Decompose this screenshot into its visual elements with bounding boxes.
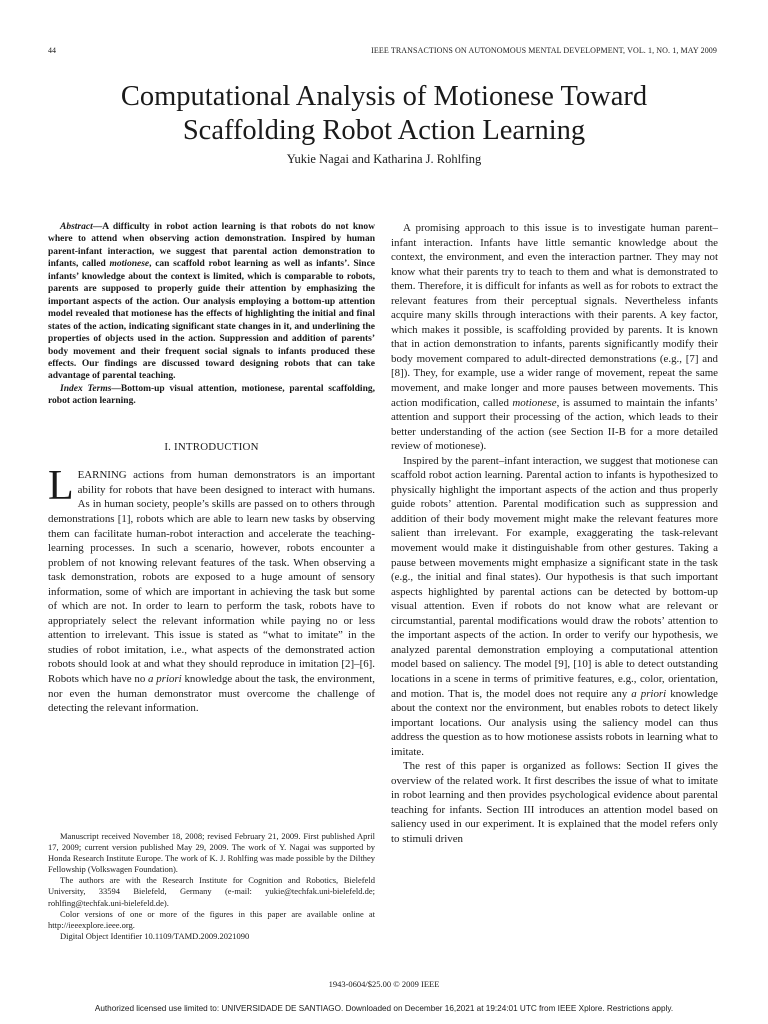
intro-lead: EARNING <box>77 469 127 482</box>
right-paragraph-1 <box>391 221 718 454</box>
right-p2-apriori: a priori <box>631 687 667 700</box>
footnote-color: Color versions of one or more of the figures in this paper are available online at http://ieeexplore.ieee.org. <box>48 908 375 930</box>
index-terms <box>48 383 375 408</box>
journal-header: IEEE TRANSACTIONS ON AUTONOMOUS MENTAL DEVELOPMENT, VOL. 1, NO. 1, MAY 2009 <box>371 46 717 55</box>
abstract-term: motionese <box>109 259 150 270</box>
right-p2-text-a: Inspired by the parent–infant interaction, we suggest that motionese can scaffold robot action learning. Parental action to infants is hypothesized to physically highlight the important aspects of the action and thus properly guide robots’ attention. Parental modification such as suppression and addition of their body movement might make the relevant features more salient than irrelevant. For example, exaggerating the task-relevant movement would make it distinguishable from other gestures. Taking a pause between movements might emphasize a significant state in the task (e.g., the initial and final states). Our hypothesis is that such important aspects highlighted by parental actions can be detected by bottom-up visual attention. Even if robots do not know what are relevant or circumstantial, parental modifications would draw the robots’ attention to the important aspects of the action. In order to verify our hypothesis, we analyzed parental demonstration employing a computational attention model based on saliency. The model [9], [10] is able to detect outstanding locations in a scene in terms of primitive features, e.g., color, orientation, and motion. That is, the model does not require any <box>391 454 718 700</box>
right-column <box>391 221 718 847</box>
paper-title <box>0 80 768 148</box>
section-heading-introduction <box>48 440 375 455</box>
index-terms-label: Index Terms <box>60 383 112 394</box>
footnote-doi: Digital Object Identifier 10.1109/TAMD.2009.2021090 <box>60 930 250 941</box>
right-p1-text-a: A promising approach to this issue is to investigate human parent–infant interaction. Infants have little semantic knowledge about the context, the environment, and even the interaction partner. They may not know what their parents try to teach to them and what is demonstrated to them. Therefore, it is difficult for infants as well as for robots to extract the relevant features from their perceptual signals. Nevertheless infants acquire many skills through interactions with their parents. A key factor, which makes it possible, is scaffolding provided by parents. It is known that in action demonstration to infants, parents significantly modify their body movement compared to adult-directed demonstrations (e.g., [7] and [8]). They, for example, use a wider range of movement, repeat the same movement, and make longer and more pauses between movements. This action modification, called <box>391 222 718 409</box>
title-line-2: Scaffolding Robot Action Learning <box>182 115 586 146</box>
authors: Yukie Nagai and Katharina J. Rohlfing <box>286 152 482 166</box>
abstract-text-2: , can scaffold robot learning as well as infants’. Since infants’ knowledge about the context is limited, which is comparable to robots, parents are supposed to properly guide their attention by emphasizing the important aspects of the action. Our analysis employing a bottom-up attention model revealed that motionese has the effects of highlighting the initial and final states of the action, indicating significant state changes in it, and underlining the properties of objects used in the action. Suppression and addition of parents’ body movement and their frequent social signals to infants produced these effects. Our findings are discussed toward designing robots that can take advantage of parental teaching. <box>48 259 375 382</box>
right-paragraph-2 <box>391 454 718 759</box>
footnote-affiliation: The authors are with the Research Institute for Cognition and Robotics, Bielefeld University, 33594 Bielefeld, Germany (e-mail: yukie@techfak.uni-bielefeld.de; rohlfing@techfak.uni-bielefeld.de). <box>48 875 375 908</box>
right-p2-text-b: knowledge about the context nor the environment, but enables robots to detect likely important locations. Our analysis using the saliency model can thus address the question as to how motionese assists robots in learning what to imitate. <box>391 687 718 758</box>
title-line-1: Computational Analysis of Motionese Toward <box>120 81 648 112</box>
section-title-rest: NTRODUCTION <box>177 440 259 453</box>
abstract-text-1: A difficulty in robot action learning is that robots do not know where to attend when observing action demonstration. Inspired by human parent-infant interaction, we suggest that parental action demonstration to infants, called <box>48 222 375 270</box>
page-number: 44 <box>48 46 56 55</box>
abstract <box>48 221 375 383</box>
intro-apriori: a priori <box>148 673 182 685</box>
footnotes <box>48 831 375 942</box>
index-terms-dash: — <box>111 383 121 394</box>
right-paragraph-3: The rest of this paper is organized as follows: Section II gives the overview of the related work. It first describes the issue of what to imitate in robot learning and then provides psychological evidence about parental teaching for infants. Section III introduces an attention model based on saliency used in our experiment. It is explained that the model refers only to stimuli driven <box>391 760 718 845</box>
intro-paragraph <box>48 463 375 715</box>
license-notice: Authorized licensed use limited to: UNIVERSIDADE DE SANTIAGO. Downloaded on December 16,2021 at 19:24:01 UTC from IEEE Xplore. Restrictions apply. <box>94 1004 674 1013</box>
intro-text-2: knowledge about the task, the environment, nor even the human demonstrator must overcome the challenge of detecting the relevant information. <box>48 673 375 715</box>
abstract-dash: — <box>92 222 103 232</box>
footnote-manuscript: Manuscript received November 18, 2008; revised February 21, 2009. First published April 17, 2009; current version published May 29, 2009. The work of Y. Nagai was supported by Honda Research Institute Europe. The work of K. J. Rohlfing was made possible by the Dilthey Fellowship (Volkswagen Foundation). <box>48 831 375 875</box>
abstract-label: Abstract <box>60 222 93 232</box>
intro-text-1: actions from human demonstrators is an important ability for robots that have been designed to interact with humans. As in human society, people’s skills are passed on to others through demonstrations [1], robots which are able to learn new tasks by observing them can facilitate human-robot interaction and accelerate the teaching-learning processes. In such a scenario, however, robots encounter a problem of not knowing relevant features of the task. When observing a task demonstration, robots are exposed to a huge amount of sensory information, some of which are important in achieving the task but some of which are not. In order to learn to perform the task, robots have to appropriately select the relevant information while paying no or less attention to irrelevant. This issue is stated as “what to imitate” in the studies of robot imitation, i.e., what aspects of the demonstrated action robots should look at and what they should reproduce in imitation [2]–[6]. Robots which have no <box>48 469 375 685</box>
right-p1-text-b: , is assumed to maintain the infants’ attention and support their processing of the action, which leads to their better understanding of the action (see Section II-B for a more detailed review of motionese). <box>391 396 718 453</box>
right-p1-term: motionese <box>512 396 557 409</box>
dropcap: L <box>48 463 74 510</box>
copyright-line: 1943-0604/$25.00 © 2009 IEEE <box>328 979 440 989</box>
left-column <box>48 221 375 716</box>
index-terms-text: Bottom-up visual attention, motionese, parental scaffolding, robot action learning. <box>48 383 375 407</box>
section-numeral: I. <box>164 440 174 453</box>
section-title-first: I <box>174 440 178 453</box>
